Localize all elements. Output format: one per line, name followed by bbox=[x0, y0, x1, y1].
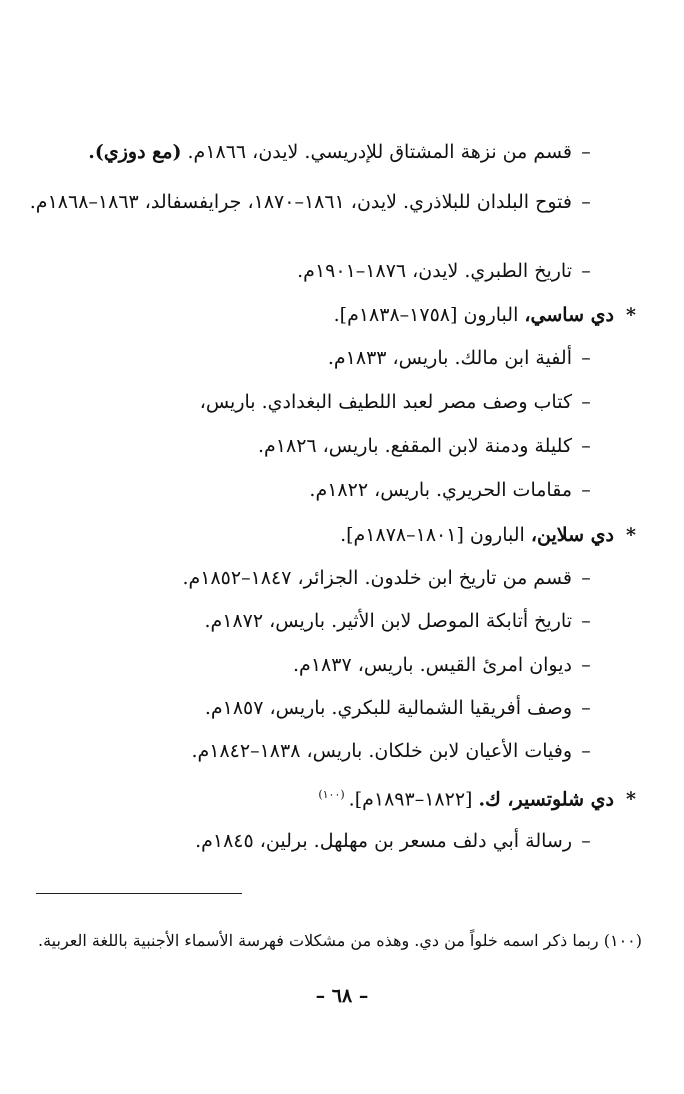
entry-text: قسم من نزهة المشتاق للإدريسي. لايدن، ١٨٦٦م. bbox=[187, 141, 572, 163]
author-details: [١٨٢٢–١٨٩٣م]. bbox=[348, 788, 473, 811]
entry-line bbox=[30, 737, 600, 765]
footnote-reference[interactable]: (١٠٠) bbox=[318, 788, 345, 801]
entry-text: ديوان امرئ القيس. باريس، ١٨٣٧م. bbox=[293, 654, 572, 676]
page-number: – ٦٨ – bbox=[315, 985, 369, 1007]
dash-marker: – bbox=[581, 654, 591, 676]
author-name: دي سلاين، bbox=[530, 524, 614, 546]
author-details: البارون [١٨٠١–١٨٧٨م]. bbox=[340, 524, 525, 546]
entry-line bbox=[30, 607, 600, 635]
entry-text: قسم من تاريخ ابن خلدون. الجزائر، ١٨٤٧–١٨٥٢م. bbox=[182, 567, 572, 589]
entry-line bbox=[30, 827, 600, 855]
dash-marker: – bbox=[581, 740, 591, 762]
entry-text: وفيات الأعيان لابن خلكان. باريس، ١٨٣٨–١٨٤٢م. bbox=[191, 740, 572, 762]
footnote: (١٠٠) ربما ذكر اسمه خلواً من دي. وهذه من مشكلات فهرسة الأسماء الأجنبية باللغة العربية. bbox=[38, 931, 642, 950]
entry-text: مقامات الحريري. باريس، ١٨٢٢م. bbox=[309, 479, 572, 501]
entry-line bbox=[30, 432, 600, 460]
star-marker: * bbox=[626, 304, 636, 326]
entry-text: ألفية ابن مالك. باريس، ١٨٣٣م. bbox=[327, 347, 572, 369]
star-marker: * bbox=[626, 524, 636, 546]
entry-line bbox=[30, 476, 600, 504]
entry-text: فتوح البلدان للبلاذري. لايدن، ١٨٦١–١٨٧٠، جرايفسفالد، ١٨٦٣–١٨٦٨م. bbox=[29, 191, 572, 213]
dash-marker: – bbox=[581, 610, 591, 632]
dash-marker: – bbox=[581, 260, 591, 282]
dash-marker: – bbox=[581, 347, 591, 369]
entry-line bbox=[30, 388, 600, 416]
entry-text: رسالة أبي دلف مسعر بن مهلهل. برلين، ١٨٤٥م. bbox=[195, 830, 572, 852]
entry-text: كليلة ودمنة لابن المقفع. باريس، ١٨٢٦م. bbox=[257, 435, 572, 457]
dash-marker: – bbox=[581, 435, 591, 457]
entry-text: وصف أفريقيا الشمالية للبكري. باريس، ١٨٥٧م. bbox=[204, 697, 572, 719]
author-heading bbox=[30, 781, 642, 813]
entry-line bbox=[26, 181, 600, 223]
dash-marker: – bbox=[581, 479, 591, 501]
entry-note: (مع دوزي). bbox=[88, 141, 182, 163]
dash-marker: – bbox=[581, 830, 591, 852]
entry-text: تاريخ الطبري. لايدن، ١٨٧٦–١٩٠١م. bbox=[297, 260, 572, 282]
author-details: البارون [١٧٥٨–١٨٣٨م]. bbox=[333, 304, 519, 326]
entry-line bbox=[30, 257, 600, 285]
dash-marker: – bbox=[581, 191, 591, 213]
footnote-divider bbox=[36, 893, 242, 894]
author-heading bbox=[30, 521, 642, 549]
entry-line bbox=[30, 138, 600, 166]
entry-text: تاريخ أتابكة الموصل لابن الأثير. باريس، ١٨٧٢م. bbox=[204, 610, 572, 632]
star-marker: * bbox=[626, 788, 636, 811]
dash-marker: – bbox=[581, 391, 591, 413]
author-heading bbox=[30, 301, 642, 329]
dash-marker: – bbox=[581, 141, 591, 163]
dash-marker: – bbox=[581, 697, 591, 719]
author-name: دي ساسي، bbox=[524, 304, 614, 326]
entry-line bbox=[30, 564, 600, 592]
author-name: دي شلوتسير، ك. bbox=[478, 788, 614, 811]
dash-marker: – bbox=[581, 567, 591, 589]
entry-line bbox=[30, 344, 600, 372]
entry-text: كتاب وصف مصر لعبد اللطيف البغدادي. باريس، bbox=[199, 391, 572, 413]
entry-line bbox=[30, 651, 600, 679]
entry-line bbox=[30, 694, 600, 722]
